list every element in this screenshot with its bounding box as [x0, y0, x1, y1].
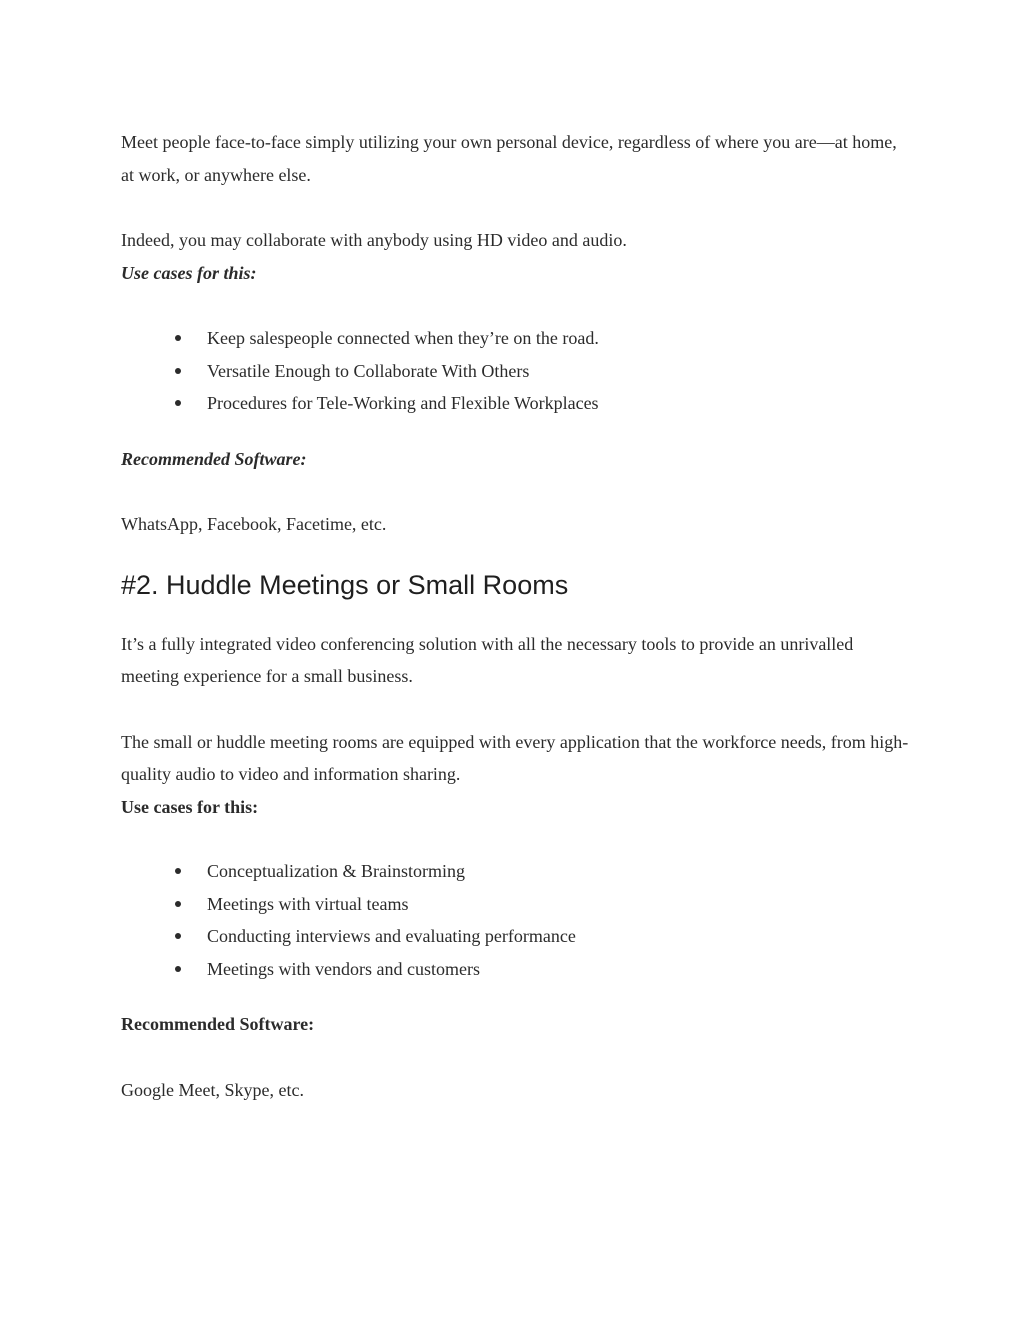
- section-recommended-software-label: Recommended Software:: [121, 1014, 315, 1034]
- section-use-cases-list: [121, 855, 911, 985]
- bullet-icon: [175, 966, 181, 972]
- list-item: [121, 387, 911, 420]
- list-item-text: Procedures for Tele-Working and Flexible Workplaces: [207, 393, 599, 413]
- list-item: [121, 920, 911, 953]
- list-item-text: Conceptualization & Brainstorming: [207, 861, 465, 881]
- intro-paragraph-1: Meet people face-to-face simply utilizing your own personal device, regardless of where you are—at home, at work, or anywhere else.: [121, 132, 897, 185]
- list-item: [121, 322, 911, 355]
- use-cases-label: Use cases for this:: [121, 262, 257, 283]
- recommended-software-text: WhatsApp, Facebook, Facetime, etc.: [121, 514, 387, 534]
- list-item-text: Meetings with vendors and customers: [207, 958, 480, 979]
- section-heading: #2. Huddle Meetings or Small Rooms: [121, 569, 569, 600]
- list-item: [121, 888, 911, 921]
- recommended-software-label: Recommended Software:: [121, 448, 307, 469]
- section-paragraph-1: It’s a fully integrated video conferencing solution with all the necessary tools to provide an unrivalled meeting experience for a small business.: [121, 633, 854, 686]
- list-item-text: Keep salespeople connected when they’re on the road.: [207, 328, 599, 348]
- intro-paragraph-2: Indeed, you may collaborate with anybody using HD video and audio.: [121, 230, 627, 250]
- section-use-cases-label: Use cases for this:: [121, 796, 259, 817]
- list-item-text: Versatile Enough to Collaborate With Others: [207, 360, 530, 381]
- list-item-text: Meetings with virtual teams: [207, 893, 409, 914]
- section-paragraph-2: The small or huddle meeting rooms are equipped with every application that the workforce needs, from high-quality audio to video and information sharing.: [121, 731, 909, 784]
- bullet-icon: [175, 901, 181, 907]
- bullet-icon: [175, 335, 181, 341]
- use-cases-list: [121, 322, 911, 420]
- list-item-text: Conducting interviews and evaluating performance: [207, 926, 576, 946]
- bullet-icon: [175, 368, 181, 374]
- bullet-icon: [175, 868, 181, 874]
- bullet-icon: [175, 400, 181, 406]
- section-recommended-software-text: Google Meet, Skype, etc.: [121, 1079, 304, 1100]
- list-item: [121, 855, 911, 888]
- document-page: [121, 126, 911, 1106]
- list-item: [121, 953, 911, 986]
- bullet-icon: [175, 933, 181, 939]
- list-item: [121, 355, 911, 388]
